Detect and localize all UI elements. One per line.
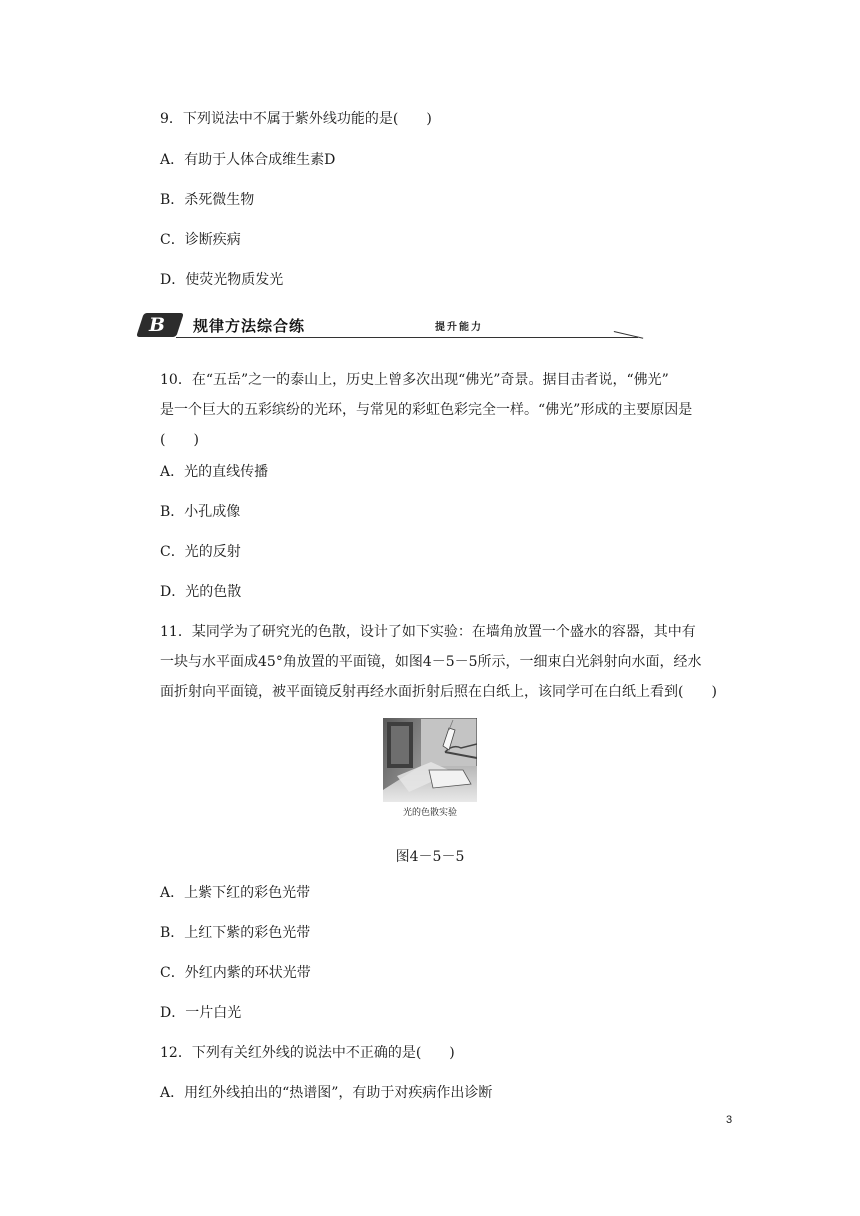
q11-option-d: D．一片白光 [160,1005,242,1021]
q11-line1: 11．某同学为了研究光的色散，设计了如下实验：在墙角放置一个盛水的容器，其中有 [160,624,696,640]
dispersion-illustration [383,718,477,802]
q9-option-d: D．使荧光物质发光 [160,272,284,288]
section-subtitle: 提升能力 [435,322,483,333]
section-badge [136,313,184,337]
section-title: 规律方法综合练 [193,317,306,335]
q9-option-b: B．杀死微生物 [160,192,255,208]
figure-label: 图4－5－5 [395,849,465,865]
q10-option-b: B．小孔成像 [160,504,241,520]
section-badge-letter: B [149,314,166,336]
q10-option-c: C．光的反射 [160,544,241,560]
q11-option-a: A．上紫下红的彩色光带 [160,885,311,901]
q9-option-c: C．诊断疾病 [160,232,241,248]
q10-option-a: A．光的直线传播 [160,464,269,480]
q11-option-c: C．外红内紫的环状光带 [160,965,311,981]
dispersion-figure [383,718,477,820]
q10-line1: 10．在“五岳”之一的泰山上，历史上曾多次出现“佛光”奇景。据目击者说，“佛光” [160,372,669,388]
figure-caption: 光的色散实验 [402,808,457,818]
page-number: 3 [726,1114,733,1126]
q11-option-b: B．上红下紫的彩色光带 [160,925,311,941]
q9-stem: 9．下列说法中不属于紫外线功能的是( ) [160,111,432,127]
section-rule [176,337,638,338]
q11-line3: 面折射向平面镜，被平面镜反射再经水面折射后照在白纸上，该同学可在白纸上看到( ) [160,684,717,700]
q10-line2: 是一个巨大的五彩缤纷的光环，与常见的彩虹色彩完全一样。“佛光”形成的主要原因是 [160,402,693,418]
q12-option-a: A．用红外线拍出的“热谱图”，有助于对疾病作出诊断 [160,1085,493,1101]
section-header [140,313,505,343]
q11-line2: 一块与水平面成45°角放置的平面镜，如图4－5－5所示，一细束白光斜射向水面，经水 [160,654,702,670]
q12-stem: 12．下列有关红外线的说法中不正确的是( ) [160,1045,455,1061]
q10-line3: ( ) [160,432,199,448]
q10-option-d: D．光的色散 [160,584,242,600]
q9-option-a: A．有助于人体合成维生素D [160,152,336,168]
